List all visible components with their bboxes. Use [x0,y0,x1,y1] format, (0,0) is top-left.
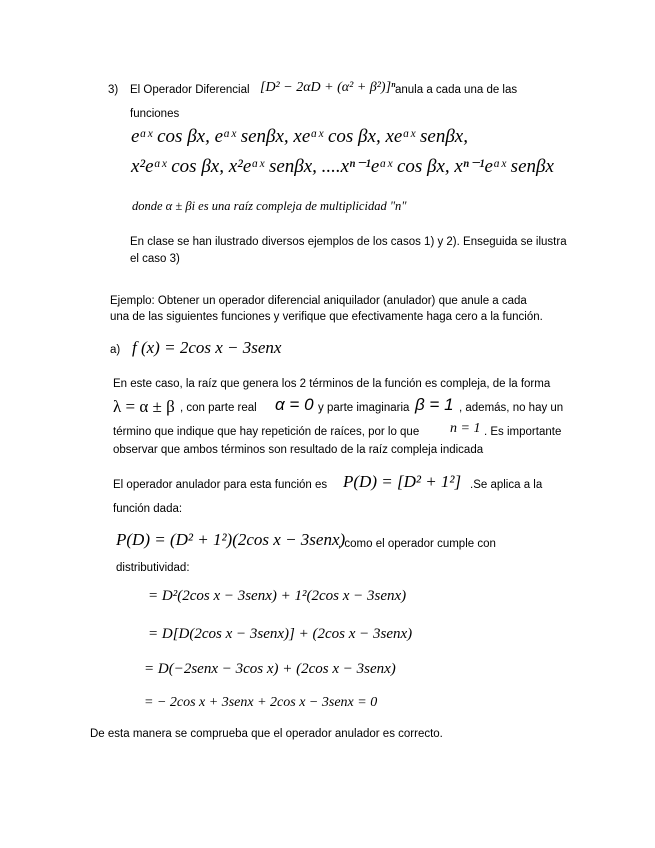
explain-line4: observar que ambos términos son resultado de la raíz compleja indicada [113,444,484,456]
explain-tail: , además, no hay un [459,402,564,414]
step-3: = D(−2senx − 3cos x) + (2cos x − 3senx) [144,661,396,677]
clase-line2: el caso 3) [130,253,180,265]
operator-formula: [D² − 2αD + (α² + β²)]ⁿ [260,80,396,95]
ejemplo-line2: una de las siguientes funciones y verifique que efectivamente haga cero a la función. [110,311,543,323]
conclusion: De esta manera se comprueba que el operador anulador es correcto. [90,728,443,740]
example-a-label: a) [110,344,121,356]
n-value: n = 1 [450,421,481,436]
beta-value: β = 1 [415,395,454,414]
explain-imag: y parte imaginaria [318,402,410,414]
annihilator-formula: P(D) = [D² + 1²] [343,472,462,491]
operator-lead: El operador anulador para esta función es [113,479,328,491]
item-number: 3) [108,84,119,96]
operator-tail: .Se aplica a la [470,479,543,491]
step-4: = − 2cos x + 3senx + 2cos x − 3senx = 0 [144,695,378,710]
step-1: = D²(2cos x − 3senx) + 1²(2cos x − 3senx) [148,588,407,604]
alpha-value: α = 0 [275,395,314,414]
function-list-line1: eᵅˣ cos βx, eᵅˣ senβx, xeᵅˣ cos βx, xeᵅˣ senβx, [131,126,468,147]
explain-line3-tail: . Es importante [484,426,562,438]
step-2: = D[D(2cos x − 3senx)] + (2cos x − 3senx) [148,626,413,642]
example-a-function: f (x) = 2cos x − 3senx [132,338,282,357]
item3-lead: El Operador Diferencial [130,84,250,96]
lambda-expression: λ = α ± β [113,397,175,416]
clase-line1: En clase se han ilustrado diversos ejemplos de los casos 1) y 2). Enseguida se ilustra [130,236,567,248]
explain-con: , con parte real [180,402,257,414]
explain-line3: término que indique que hay repetición de raíces, por lo que [113,426,420,438]
apply-formula: P(D) = (D² + 1²)(2cos x − 3senx) [116,530,346,549]
apply-tail: , como el operador cumple con [338,538,496,550]
function-list-line2: x²eᵅˣ cos βx, x²eᵅˣ senβx, ....xⁿ⁻¹eᵅˣ cos βx, xⁿ⁻¹eᵅˣ senβx [131,156,554,177]
item3-funciones: funciones [130,108,180,120]
operator-line2: función dada: [113,503,183,515]
apply-line2: distributividad: [116,562,190,574]
donde-statement: donde α ± βi es una raíz compleja de multiplicidad "n" [132,199,407,213]
item3-tail: anula a cada una de las [395,84,518,96]
explain-line1: En este caso, la raíz que genera los 2 términos de la función es compleja, de la forma [113,378,551,390]
ejemplo-line1: Ejemplo: Obtener un operador diferencial aniquilador (anulador) que anule a cada [110,295,527,307]
